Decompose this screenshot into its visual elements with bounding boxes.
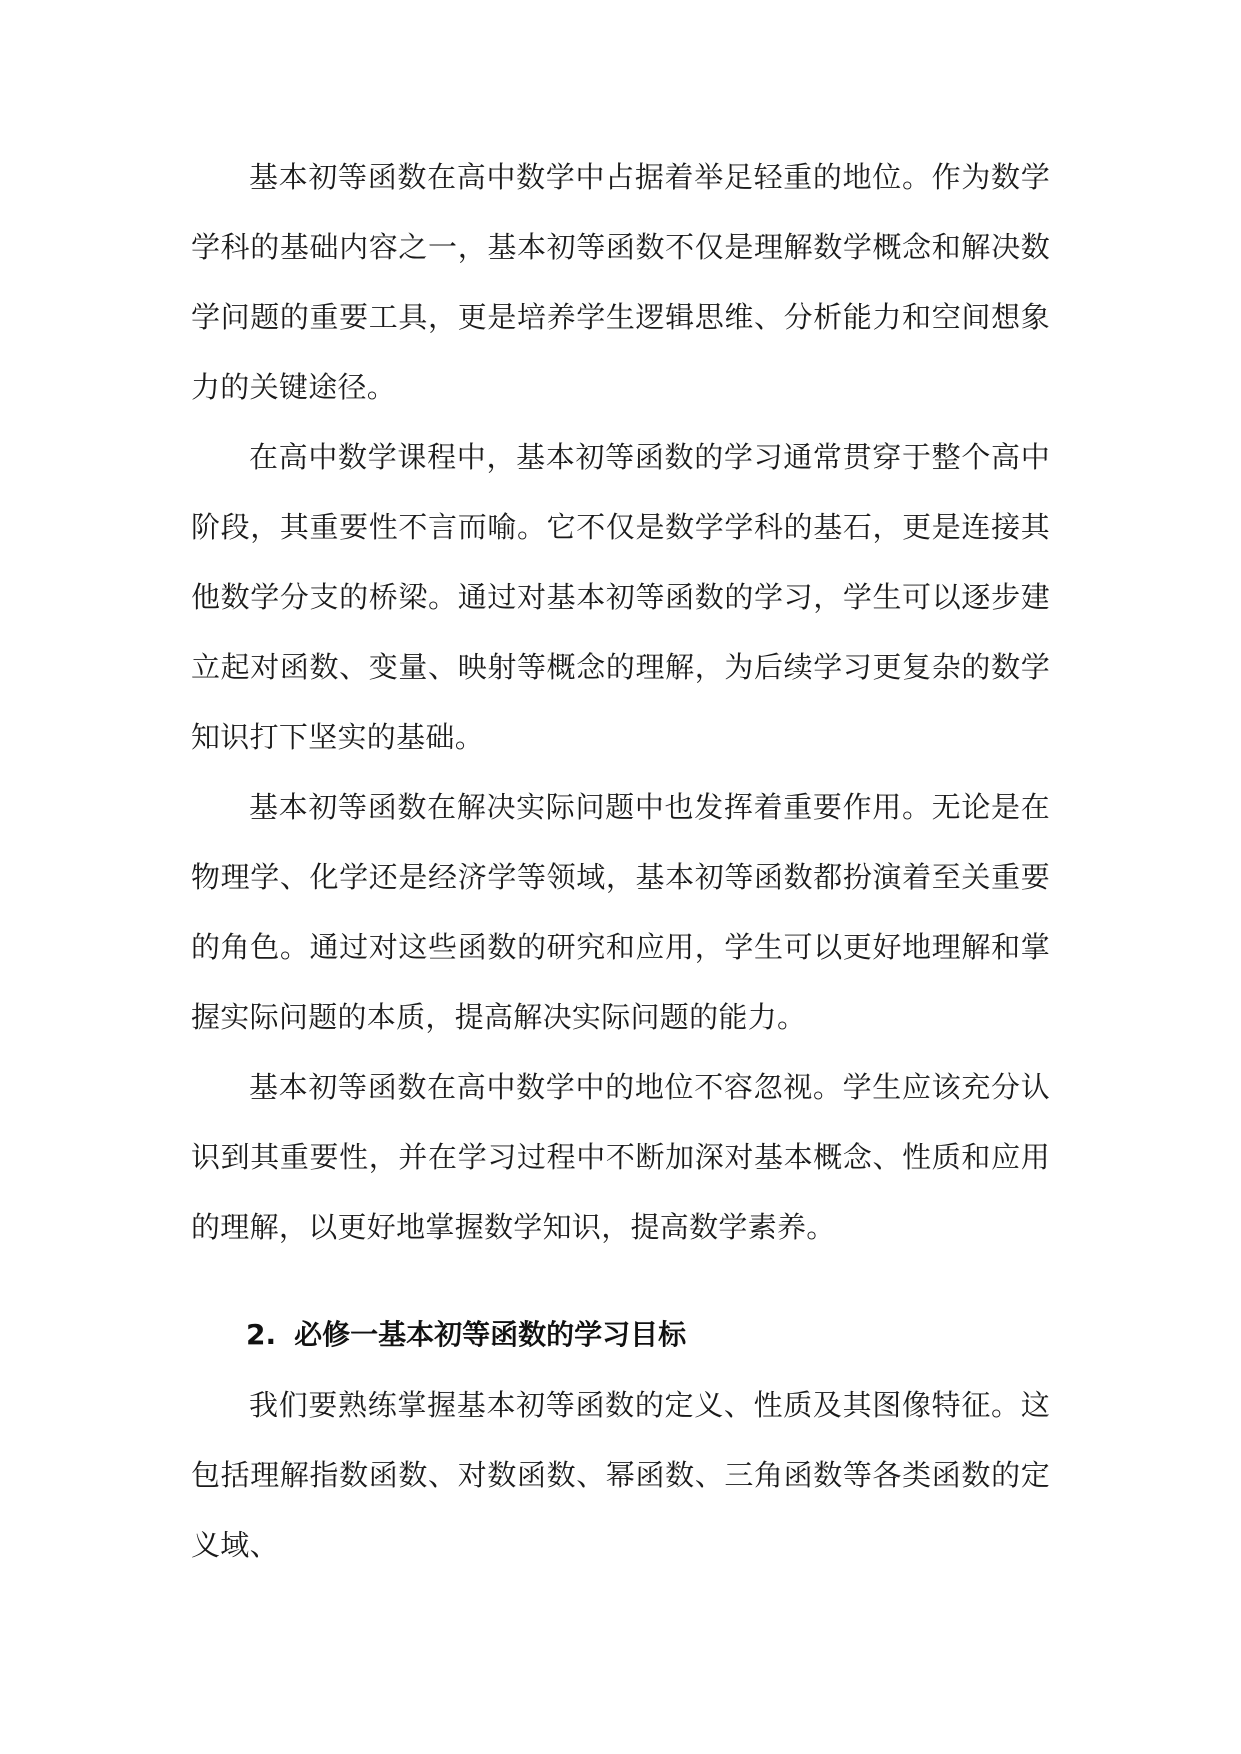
section-heading <box>191 1300 1050 1370</box>
document-body <box>191 142 1050 1580</box>
paragraph-conclusion: 基本初等函数在高中数学中的地位不容忽视。学生应该充分认识到其重要性，并在学习过程中不断加深对基本概念、性质和应用的理解，以更好地掌握数学知识，提高数学素养。 <box>191 1070 1050 1244</box>
paragraph-curriculum: 在高中数学课程中，基本初等函数的学习通常贯穿于整个高中阶段，其重要性不言而喻。它不仅是数学学科的基石，更是连接其他数学分支的桥梁。通过对基本初等函数的学习，学生可以逐步建立起对函数、变量、映射等概念的理解，为后续学习更复杂的数学知识打下坚实的基础。 <box>191 440 1050 754</box>
section-number: 2. <box>246 1318 277 1351</box>
section-title: 必修一基本初等函数的学习目标 <box>294 1318 687 1351</box>
paragraph-applications: 基本初等函数在解决实际问题中也发挥着重要作用。无论是在物理学、化学还是经济学等领域，基本初等函数都扮演着至关重要的角色。通过对这些函数的研究和应用，学生可以更好地理解和掌握实际问题的本质，提高解决实际问题的能力。 <box>191 790 1050 1034</box>
paragraph-importance: 基本初等函数在高中数学中占据着举足轻重的地位。作为数学学科的基础内容之一，基本初等函数不仅是理解数学概念和解决数学问题的重要工具，更是培养学生逻辑思维、分析能力和空间想象力的关键途径。 <box>191 160 1050 404</box>
paragraph-learning-goals: 我们要熟练掌握基本初等函数的定义、性质及其图像特征。这包括理解指数函数、对数函数、幂函数、三角函数等各类函数的定义域、 <box>191 1388 1050 1562</box>
